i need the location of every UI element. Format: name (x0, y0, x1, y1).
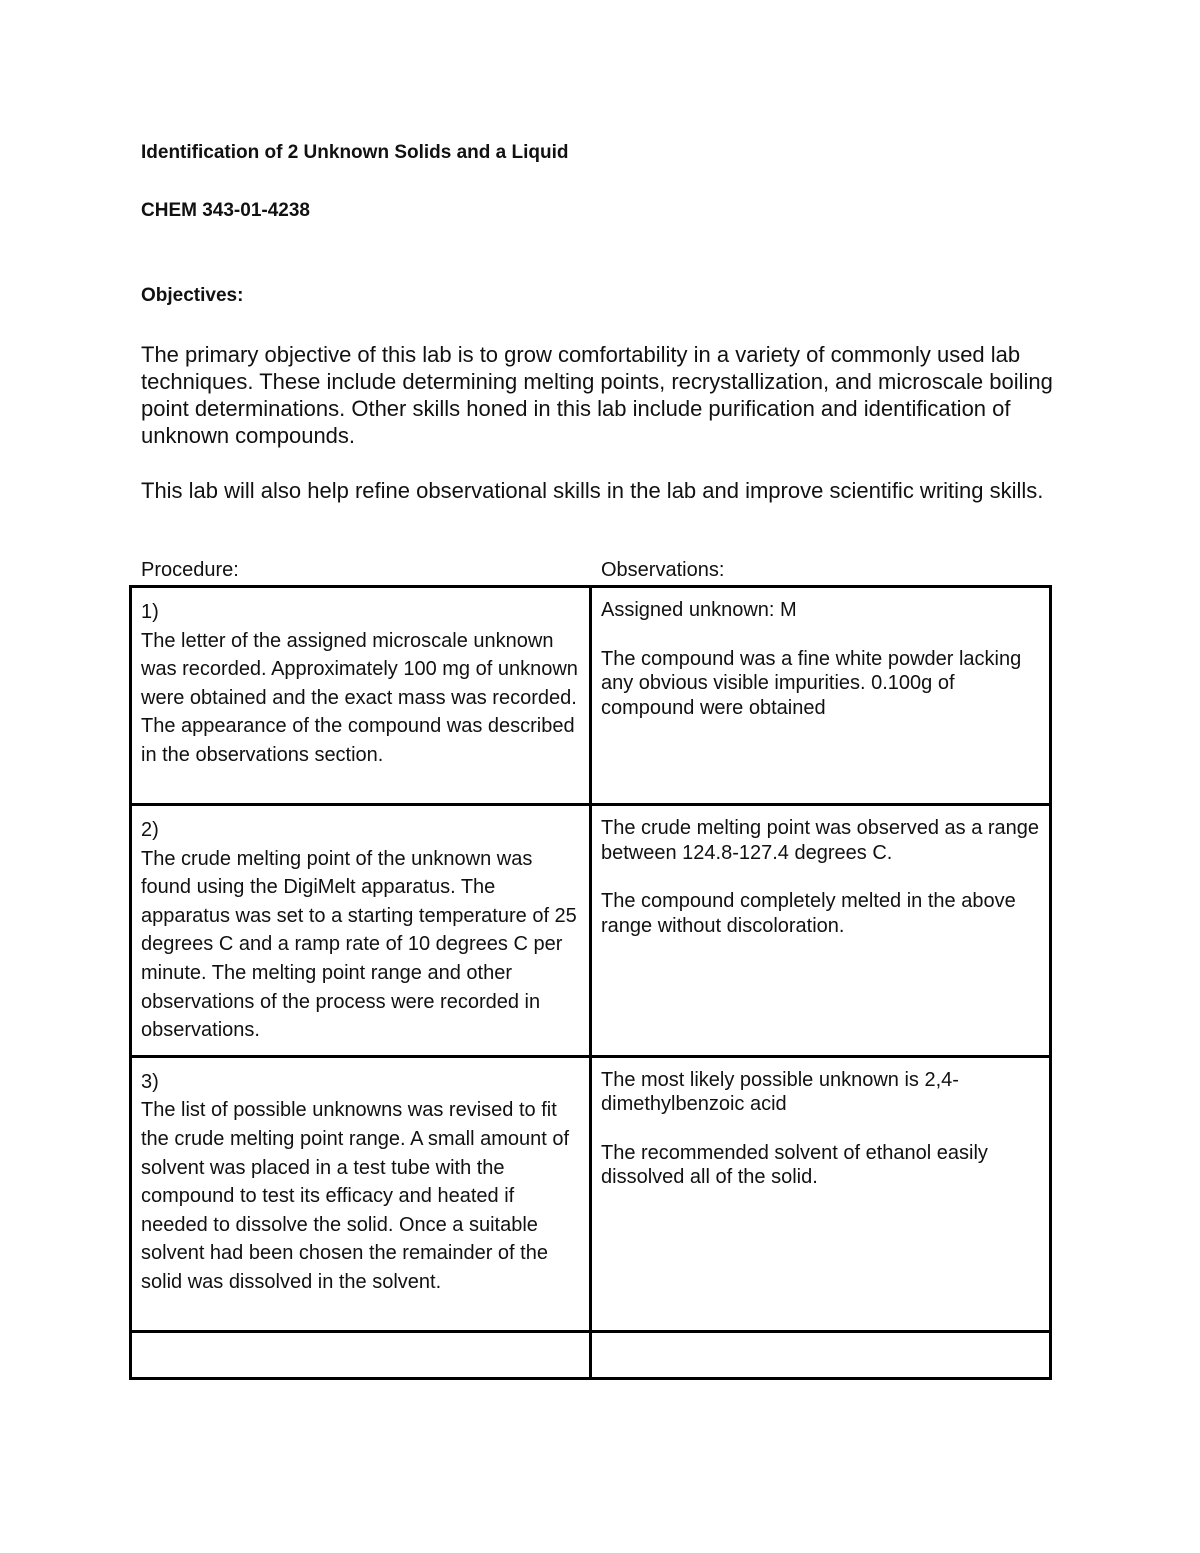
procedure-column-label: Procedure: (141, 559, 239, 581)
course-code: CHEM 343-01-4238 (141, 200, 310, 221)
table-row (131, 587, 1051, 805)
objectives-paragraph: The primary objective of this lab is to grow comfortability in a variety of commonly used lab techniques. These include determining melting points, recrystallization, and microscale boiling point determinations. Other skills honed in this lab include purification and identification of unknown compounds. (141, 342, 1053, 448)
observation-text: The recommended solvent of ethanol easily dissolved all of the solid. (601, 1141, 988, 1189)
procedure-cell (131, 805, 591, 1057)
observation-text: The compound completely melted in the above range without discoloration. (601, 890, 1016, 937)
table-row (131, 1056, 1051, 1331)
observation-text: The crude melting point was observed as a range between 124.8-127.4 degrees C. (601, 817, 1040, 864)
observations-cell-empty (591, 1331, 1051, 1378)
observation-text: Assigned unknown: M (601, 599, 797, 621)
procedure-text: The letter of the assigned microscale unknown was recorded. Approximately 100 mg of unknown were obtained and the exact mass was recorded. The appearance of the compound was described in the observations section. (141, 629, 578, 766)
observation-text: The most likely possible unknown is 2,4-dimethylbenzoic acid (601, 1068, 959, 1116)
observations-column-label: Observations: (601, 559, 725, 581)
step-number: 2) (141, 819, 159, 841)
objectives-heading: Objectives: (141, 285, 244, 306)
observation-text: The compound was a fine white powder lacking any obvious visible impurities. 0.100g of compound were obtained (601, 647, 1022, 719)
procedure-text: The crude melting point of the unknown was found using the DigiMelt apparatus. The apparatus was set to a starting temperature of 25 degrees C and a ramp rate of 10 degrees C per minute. The melting point range and other observations of the process were recorded in observations. (141, 847, 577, 1042)
step-number: 3) (141, 1070, 159, 1093)
objectives-paragraph: This lab will also help refine observational skills in the lab and improve scientific writing skills. (141, 478, 1044, 503)
observations-cell (591, 805, 1051, 1057)
observations-cell (591, 1056, 1051, 1331)
procedure-cell-empty (131, 1331, 591, 1378)
procedure-text: The list of possible unknowns was revised to fit the crude melting point range. A small amount of solvent was placed in a test tube with the compound to test its efficacy and heated if needed to dissolve the solid. Once a suitable solvent had been chosen the remainder of the solid was dissolved in the solvent. (141, 1099, 570, 1293)
procedure-cell (131, 1056, 591, 1331)
step-number: 1) (141, 601, 159, 623)
table-row (131, 805, 1051, 1057)
procedure-cell (131, 587, 591, 805)
table-row-empty (131, 1331, 1051, 1378)
observations-cell (591, 587, 1051, 805)
procedure-observations-table (129, 585, 1052, 1380)
document-title: Identification of 2 Unknown Solids and a Liquid (141, 142, 569, 163)
